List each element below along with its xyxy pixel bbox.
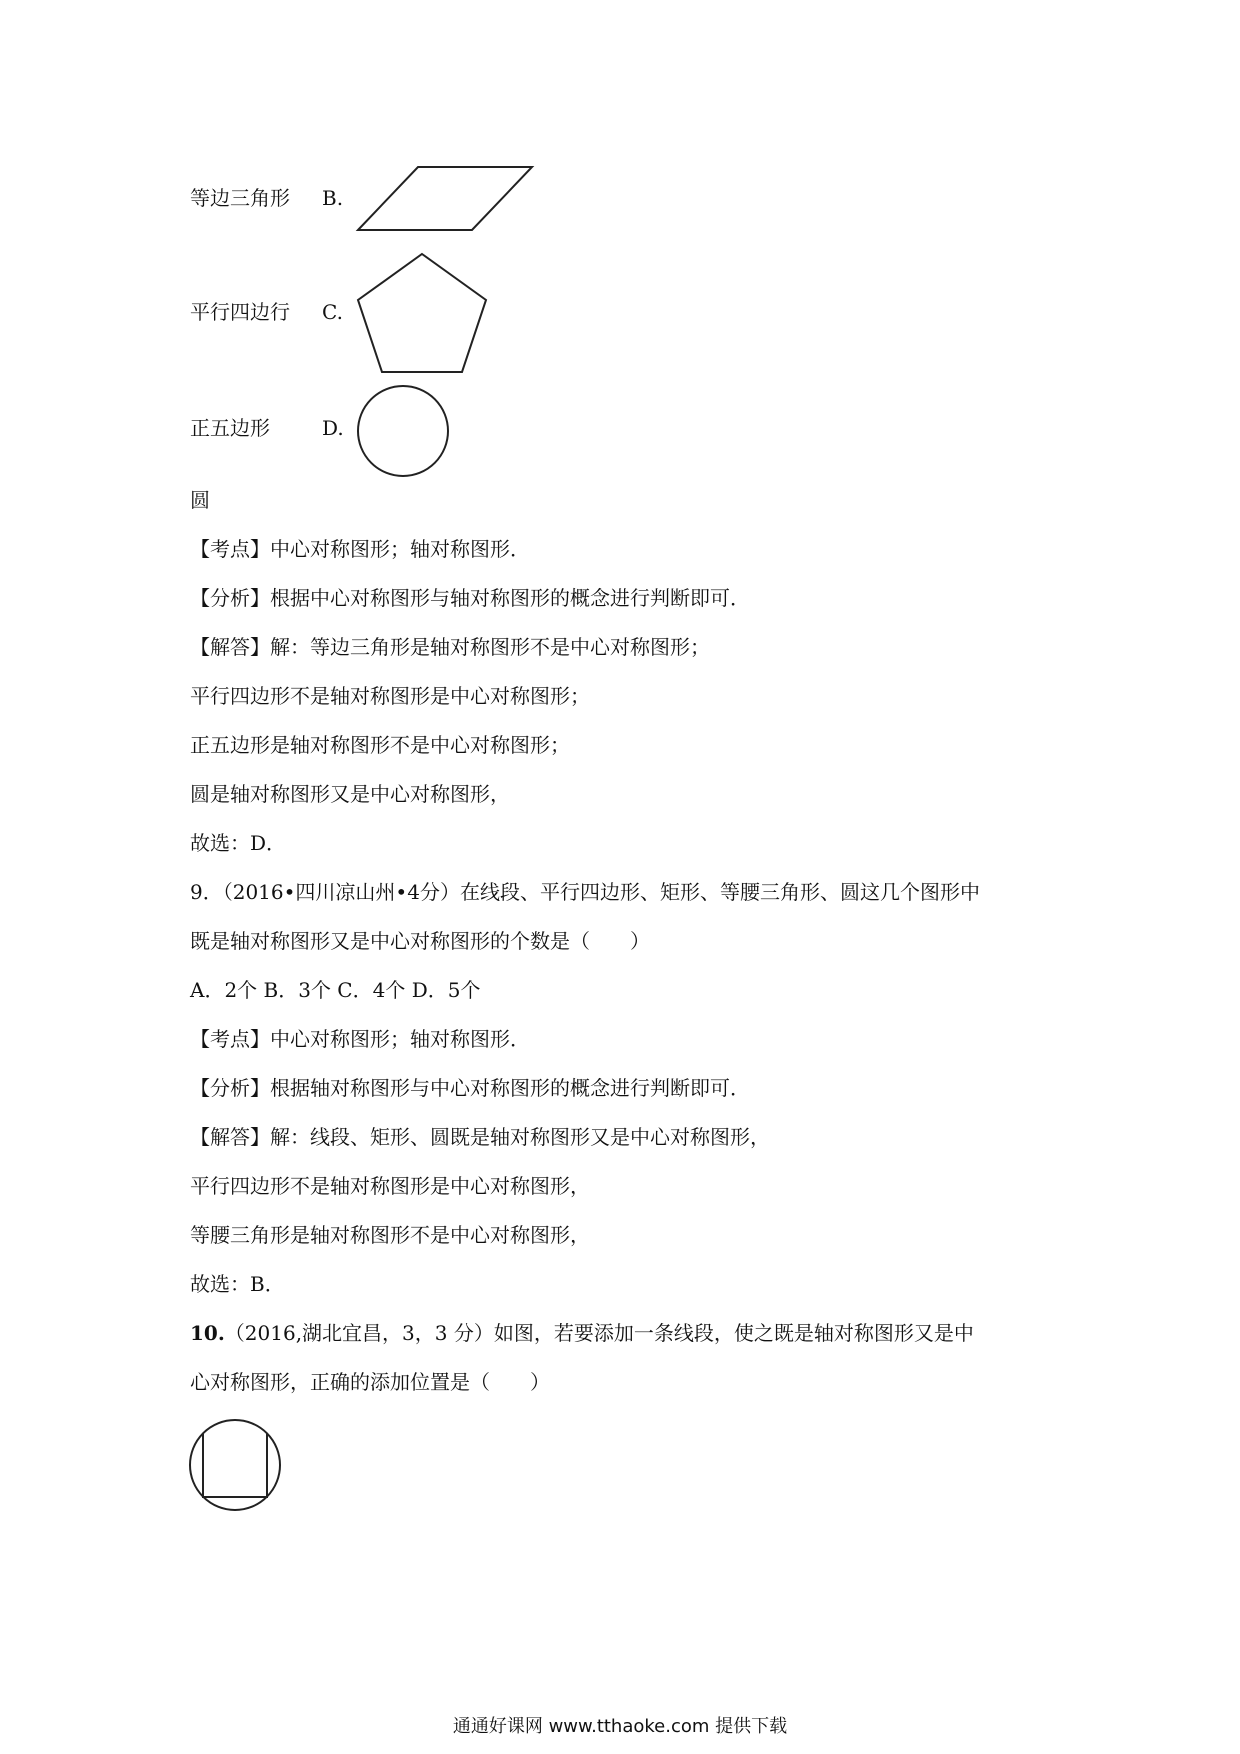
parallelogram-figure [355, 165, 535, 235]
option-b-letter: B. [322, 186, 344, 210]
option-d-letter: D. [322, 416, 344, 440]
q9-stem-line1: 9．（2016•四川凉山州•4分）在线段、平行四边形、矩形、等腰三角形、圆这几个图形中 [190, 880, 980, 904]
q10-stem-line2: 心对称图形，正确的添加位置是（ ） [190, 1370, 550, 1394]
q9-jieda-line: 等腰三角形是轴对称图形不是中心对称图形， [190, 1223, 590, 1247]
q8-jieda-line: 平行四边形不是轴对称图形是中心对称图形； [190, 684, 590, 708]
q9-answer: 故选：B． [190, 1272, 285, 1296]
q8-kaodian: 【考点】中心对称图形；轴对称图形． [190, 537, 530, 561]
option-b-preceding-text: 等边三角形 [190, 186, 290, 210]
q8-jieda-line: 圆是轴对称图形又是中心对称图形， [190, 782, 510, 806]
q9-jieda-line: 平行四边形不是轴对称图形是中心对称图形， [190, 1174, 590, 1198]
pentagon-figure [355, 252, 490, 377]
q8-fenxi: 【分析】根据中心对称图形与轴对称图形的概念进行判断即可． [190, 586, 750, 610]
q8-jieda-line: 【解答】解：等边三角形是轴对称图形不是中心对称图形； [190, 635, 710, 659]
option-d-text: 圆 [190, 488, 210, 512]
q8-answer: 故选：D． [190, 831, 287, 855]
option-c-preceding-text: 平行四边行 [190, 300, 290, 324]
page-footer: 通通好课网 www.tthaoke.com 提供下载 [452, 1716, 788, 1737]
q9-fenxi: 【分析】根据轴对称图形与中心对称图形的概念进行判断即可． [190, 1076, 750, 1100]
q10-stem-line1 [190, 1319, 974, 1347]
option-d-preceding-text: 正五边形 [190, 416, 270, 440]
q9-stem-line2: 既是轴对称图形又是中心对称图形的个数是（ ） [190, 929, 650, 953]
q10-circle-square-figure [187, 1417, 283, 1513]
q9-jieda-line: 【解答】解：线段、矩形、圆既是轴对称图形又是中心对称图形， [190, 1125, 770, 1149]
q10-number: 10. [190, 1321, 225, 1345]
q9-choices: A．2个 B．3个 C．4个 D．5个 [190, 978, 481, 1002]
option-c-letter: C. [322, 300, 343, 324]
q9-kaodian: 【考点】中心对称图形；轴对称图形． [190, 1027, 530, 1051]
circle-figure [355, 383, 451, 479]
q8-jieda-line: 正五边形是轴对称图形不是中心对称图形； [190, 733, 570, 757]
q10-stem-text: （2016,湖北宜昌，3，3 分）如图，若要添加一条线段，使之既是轴对称图形又是中 [224, 1321, 974, 1345]
